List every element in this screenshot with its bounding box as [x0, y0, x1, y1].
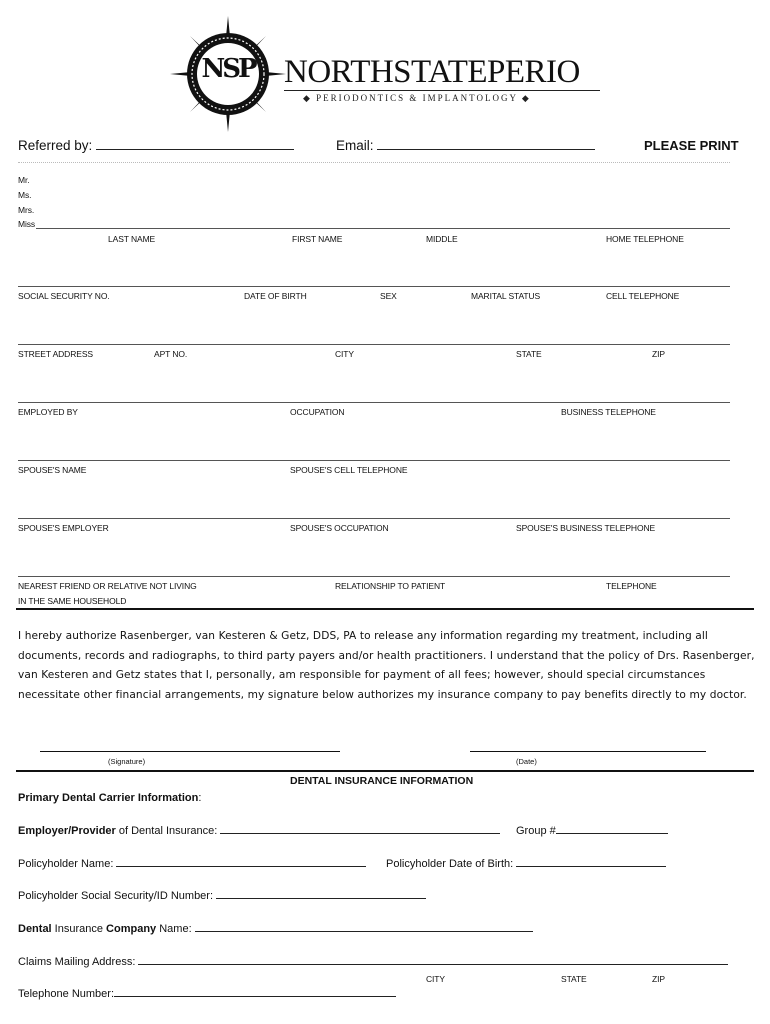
authorization-text: I hereby authorize Rasenberger, van Kesteren & Getz, DDS, PA to release any information regarding my treatment, including all documents, records and radiographs, to third party payers and/or health practitioners. I understand that the policy of Drs. Rasenberger, van Kesteren and Getz states that I, personally, am responsible for payment of all fees; however, should special circumstances necessitate other financial arrangements, my signature below authorizes my insurance company to pay benefits directly to my doctor. — [18, 630, 755, 701]
logo — [170, 16, 286, 132]
company-bold-1: Dental — [18, 923, 52, 935]
email-label: Email: — [336, 138, 374, 153]
company-mid: Insurance — [51, 923, 107, 935]
label-business-telephone: BUSINESS TELEPHONE — [561, 407, 656, 417]
primary-carrier-label: Primary Dental Carrier Information — [18, 792, 199, 804]
group-number-label: Group # — [516, 825, 556, 837]
label-sex: SEX — [380, 291, 397, 301]
label-street-address: STREET ADDRESS — [18, 349, 93, 359]
employer-provider-field[interactable] — [18, 825, 500, 837]
claims-address-field[interactable] — [18, 956, 728, 968]
employer-provider-label: of Dental Insurance: — [115, 825, 218, 837]
group-number-field[interactable] — [516, 825, 668, 837]
telephone-number-field[interactable] — [18, 988, 396, 1000]
label-spouse-business: SPOUSE'S BUSINESS TELEPHONE — [516, 523, 656, 533]
label-marital-status: MARITAL STATUS — [471, 291, 541, 301]
logo-monogram: NSP — [201, 54, 255, 84]
nearest-relative-line[interactable] — [18, 576, 730, 577]
salutation-mr[interactable]: Mr. — [18, 175, 30, 185]
policyholder-ssn-label: Policyholder Social Security/ID Number: — [18, 890, 214, 902]
label-spouse-employer: SPOUSE'S EMPLOYER — [18, 523, 109, 533]
claims-address-label: Claims Mailing Address: — [18, 956, 136, 968]
name-line[interactable] — [36, 228, 730, 229]
label-telephone: TELEPHONE — [606, 581, 657, 591]
label-cell-telephone: CELL TELEPHONE — [606, 291, 680, 301]
primary-carrier-heading — [18, 792, 201, 804]
insurance-divider — [16, 770, 754, 772]
label-middle: MIDDLE — [426, 234, 458, 244]
label-dob: DATE OF BIRTH — [244, 291, 307, 301]
section-divider — [16, 608, 754, 610]
brand-name: NORTHSTATEPERIO — [284, 54, 580, 90]
policyholder-ssn-field[interactable] — [18, 890, 426, 902]
policyholder-dob-field[interactable] — [386, 858, 666, 870]
label-occupation: OCCUPATION — [290, 407, 345, 417]
label-zip: ZIP — [652, 349, 665, 359]
label-nearest-relative: NEAREST FRIEND OR RELATIVE NOT LIVING — [18, 581, 197, 591]
insurance-company-field[interactable] — [18, 923, 533, 935]
brand-divider — [284, 90, 600, 91]
brand-tagline: ◆ PERIODONTICS & IMPLANTOLOGY ◆ — [303, 93, 531, 103]
ssn-line[interactable] — [18, 286, 730, 287]
label-state: STATE — [516, 349, 542, 359]
label-employed-by: EMPLOYED BY — [18, 407, 78, 417]
salutation-ms[interactable]: Ms. — [18, 190, 32, 200]
salutation-mrs[interactable]: Mrs. — [18, 205, 35, 215]
label-spouse-occupation: SPOUSE'S OCCUPATION — [290, 523, 389, 533]
label-relationship: RELATIONSHIP TO PATIENT — [335, 581, 446, 591]
employer-provider-bold: Employer/Provider — [18, 825, 116, 837]
company-label: Name: — [156, 923, 192, 935]
please-print: PLEASE PRINT — [644, 138, 739, 153]
label-home-telephone: HOME TELEPHONE — [606, 234, 684, 244]
date-line[interactable] — [470, 751, 706, 752]
policyholder-dob-label: Policyholder Date of Birth: — [386, 858, 514, 870]
referred-by-label: Referred by: — [18, 138, 93, 153]
date-label: (Date) — [516, 757, 537, 766]
top-divider — [18, 162, 730, 163]
label-nearest-relative-2: IN THE SAME HOUSEHOLD — [18, 596, 127, 606]
label-last-name: LAST NAME — [108, 234, 156, 244]
policyholder-name-field[interactable] — [18, 858, 366, 870]
salutation-miss[interactable]: Miss — [18, 219, 36, 229]
label-spouse-cell: SPOUSE'S CELL TELEPHONE — [290, 465, 408, 475]
label-ssn: SOCIAL SECURITY NO. — [18, 291, 110, 301]
signature-label: (Signature) — [108, 757, 146, 766]
employment-line[interactable] — [18, 402, 730, 403]
label-apt-no: APT NO. — [154, 349, 188, 359]
referred-by-field[interactable] — [18, 138, 294, 153]
telephone-number-label: Telephone Number: — [18, 988, 115, 1000]
email-field[interactable] — [336, 138, 595, 153]
label-city: CITY — [335, 349, 354, 359]
label-first-name: FIRST NAME — [292, 234, 343, 244]
spouse-line[interactable] — [18, 460, 730, 461]
label-claims-zip: ZIP — [652, 974, 665, 984]
signature-line[interactable] — [40, 751, 340, 752]
primary-carrier-colon: : — [198, 792, 202, 804]
policyholder-name-label: Policyholder Name: — [18, 858, 114, 870]
spouse-employer-line[interactable] — [18, 518, 730, 519]
address-line[interactable] — [18, 344, 730, 345]
label-claims-city: CITY — [426, 974, 445, 984]
company-bold-2: Company — [106, 923, 157, 935]
label-spouse-name: SPOUSE'S NAME — [18, 465, 87, 475]
label-claims-state: STATE — [561, 974, 587, 984]
insurance-section-title: DENTAL INSURANCE INFORMATION — [290, 775, 474, 787]
